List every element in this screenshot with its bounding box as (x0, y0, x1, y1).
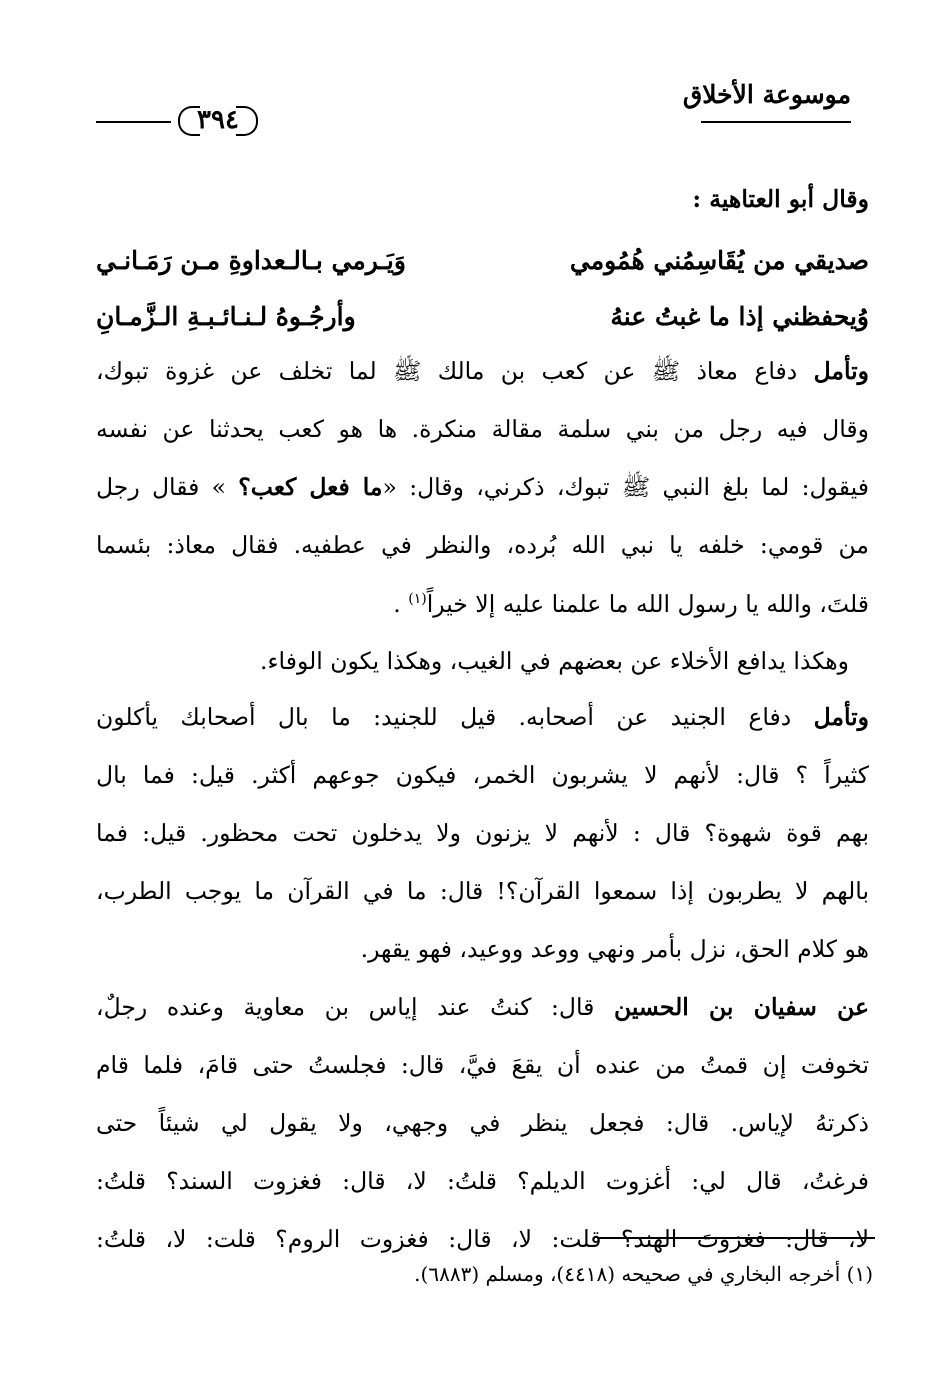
line-text: قال: كنتُ عند إياس بن معاوية وعنده رجلٌ، (96, 993, 614, 1021)
header-rule-right (701, 121, 851, 123)
line-text: » فقال رجل (96, 473, 239, 501)
hadith-quote: ما فعل كعب؟ (238, 473, 383, 501)
paragraph-line: وقال فيه رجل من بني سلمة مقالة منكرة. ها هو كعب يحدثنا عن نفسه (96, 415, 869, 443)
paragraph-line (96, 357, 869, 385)
paragraph-line: كثيراً ؟ قال: لأنهم لا يشربون الخمر، فيكون جوعهم أكثر. قيل: فما بال (96, 761, 869, 789)
lead-word: وتأمل (813, 357, 869, 385)
footnote-separator (597, 1237, 875, 1239)
paragraph-line: وهكذا يدافع الأخلاء عن بعضهم في الغيب، وهكذا يكون الوفاء. (260, 647, 849, 675)
footnote-ref: (١) (408, 591, 427, 607)
paragraph-line: ذكرتهُ لإياس. قال: فجعل ينظر في وجهي، ولا يقول لي شيئاً حتى (96, 1109, 869, 1137)
poem-intro: وقال أبو العتاهية : (692, 185, 869, 213)
poem-verse-2-first-half: وُيحفظني إذا ما غبتُ عنهُ (610, 302, 869, 331)
paragraph-line (96, 473, 869, 501)
lead-word: عن سفيان بن الحسين (613, 993, 869, 1021)
paragraph-line: بالهم لا يطربون إذا سمعوا القرآن؟! قال: ما في القرآن ما يوجب الطرب، (96, 877, 869, 905)
poem-verse-2 (96, 302, 869, 342)
poem-verse-1-second-half: وَيَـرمي بـالـعداوةِ مـن رَمَـانـي (96, 246, 406, 275)
paragraph-line: من قومي: خلفه يا نبي الله بُرده، والنظر في عطفيه. فقال معاذ: بئسما (96, 531, 869, 559)
line-text: فيقول: لما بلغ النبي ﷺ تبوك، ذكرني، وقال: « (382, 473, 869, 501)
paragraph-line (96, 993, 869, 1021)
line-text: قلتَ، والله يا رسول الله ما علمنا عليه إلا خيراً (426, 589, 869, 618)
header-rule-left (96, 121, 171, 123)
paragraph-line (96, 703, 869, 731)
paragraph-line: هو كلام الحق، نزل بأمر ونهي ووعد ووعيد، فهو يقهر. (360, 935, 869, 963)
poem-verse-1-first-half: صديقي من يُقَاسِمُني هُمُومي (569, 246, 869, 275)
page-number-text: ٣٩٤ (197, 105, 239, 135)
paragraph-line: بهم قوة شهوة؟ قال : لأنهم لا يزنون ولا يدخلون تحت محظور. قيل: فما (96, 819, 869, 847)
paragraph-line: لا، قال: فغزوتَ الهند؟ قلت: لا، قال: فغزوت الروم؟ قلت: لا، قلتُ: (96, 1225, 869, 1253)
page-number (178, 100, 258, 140)
paragraph-line: فرغتُ، قال لي: أغزوت الديلم؟ قلتُ: لا، قال: فغزوت السند؟ قلتُ: (96, 1167, 869, 1195)
book-title: موسوعة الأخلاق (682, 80, 851, 109)
footnote: (١) أخرجه البخاري في صحيحه (٤٤١٨)، ومسلم (٦٨٨٣). (414, 1262, 873, 1286)
lead-word: وتأمل (813, 703, 869, 731)
paragraph-line: تخوفت إن قمتُ من عنده أن يقعَ فيَّ، قال: فجلستُ حتى قامَ، فلما قام (96, 1051, 869, 1079)
line-text: دفاع معاذ ﷺ عن كعب بن مالك ﷺ لما تخلف عن غزوة تبوك، (96, 357, 814, 385)
paragraph-line (96, 589, 869, 618)
line-text: . (393, 589, 409, 618)
line-text: دفاع الجنيد عن أصحابه. قيل للجنيد: ما بال أصحابك يأكلون (96, 703, 814, 731)
page-header (96, 78, 851, 138)
poem-verse-1 (96, 246, 869, 286)
poem-verse-2-second-half: وأرجُـوهُ لـنـائـبـةِ الـزَّمـانِ (96, 302, 356, 331)
